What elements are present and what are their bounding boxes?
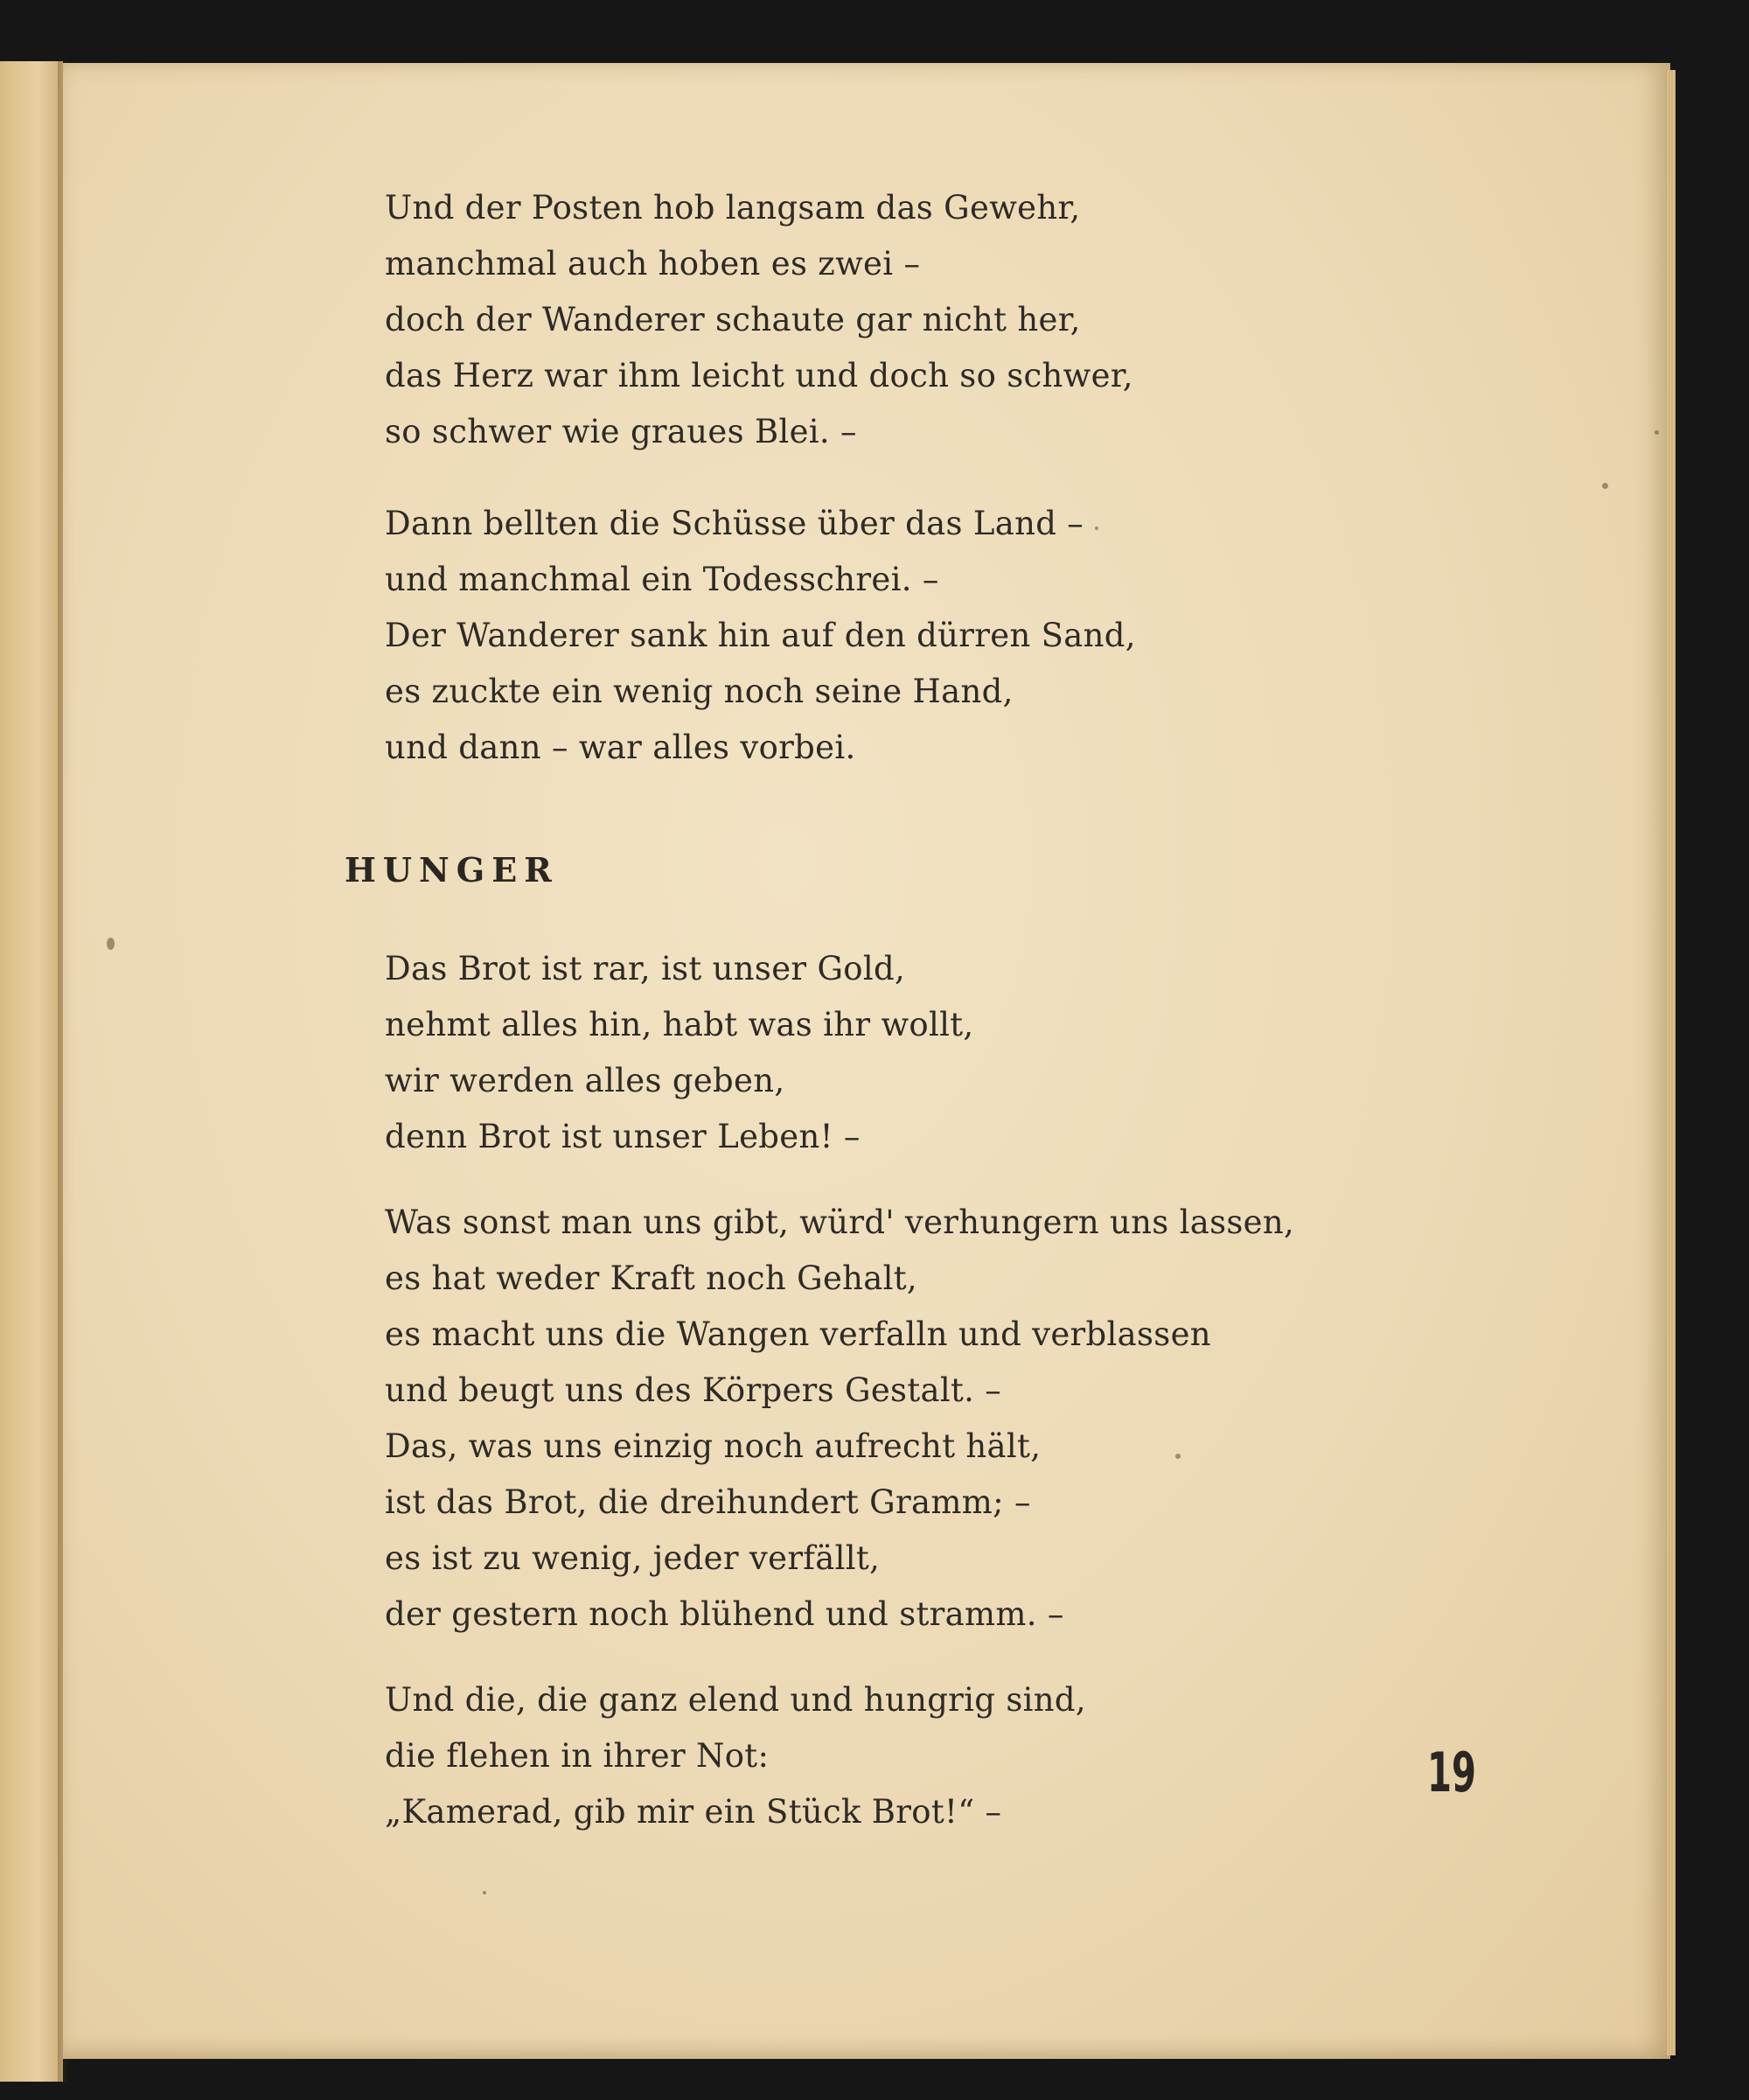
verse-line: Dann bellten die Schüsse über das Land – [385, 505, 1084, 542]
left-page-edge [0, 61, 63, 2082]
poem-stanza-1 [385, 180, 1133, 460]
verse-line: wir werden alles geben, [385, 1062, 785, 1099]
verse-line: doch der Wanderer schaute gar nicht her, [385, 301, 1081, 338]
paper-speck [1175, 1454, 1181, 1459]
page-number: 19 [1427, 1741, 1476, 1804]
verse-line: Der Wanderer sank hin auf den dürren Sand, [385, 617, 1136, 654]
verse-line: die flehen in ihrer Not: [385, 1737, 770, 1775]
verse-line: es zuckte ein wenig noch seine Hand, [385, 673, 1014, 710]
verse-line: Und der Posten hob langsam das Gewehr, [385, 189, 1081, 227]
verse-line: und manchmal ein Todesschrei. – [385, 561, 939, 598]
poem-stanza-2 [385, 496, 1136, 776]
verse-line: „Kamerad, gib mir ein Stück Brot!“ – [385, 1793, 1002, 1831]
book-page [63, 63, 1670, 2059]
verse-line: und beugt uns des Körpers Gestalt. – [385, 1371, 1002, 1409]
paper-speck [1602, 483, 1608, 489]
poem-title-hunger: HUNGER [345, 850, 559, 890]
hunger-stanza-2 [385, 1195, 1294, 1643]
verse-line: so schwer wie graues Blei. – [385, 413, 857, 450]
verse-line: Das Brot ist rar, ist unser Gold, [385, 950, 906, 987]
verse-line: es hat weder Kraft noch Gehalt, [385, 1259, 917, 1297]
hunger-stanza-1 [385, 941, 974, 1165]
verse-line: der gestern noch blühend und stramm. – [385, 1595, 1064, 1633]
verse-line: manchmal auch hoben es zwei – [385, 245, 921, 283]
verse-line: Das, was uns einzig noch aufrecht hält, [385, 1427, 1042, 1465]
verse-line: das Herz war ihm leicht und doch so schwer, [385, 357, 1133, 394]
verse-line: und dann – war alles vorbei. [385, 729, 856, 766]
page-stack-edge [1667, 70, 1676, 2055]
verse-line: denn Brot ist unser Leben! – [385, 1118, 861, 1155]
verse-line: Was sonst man uns gibt, würd' verhungern uns lassen, [385, 1203, 1295, 1241]
verse-line: ist das Brot, die dreihundert Gramm; – [385, 1483, 1031, 1521]
verse-line: es ist zu wenig, jeder verfällt, [385, 1539, 881, 1577]
paper-speck [1655, 430, 1659, 435]
paper-speck [483, 1891, 486, 1894]
hunger-stanza-3 [385, 1672, 1086, 1840]
verse-line: es macht uns die Wangen verfalln und verblassen [385, 1315, 1211, 1353]
paper-speck [107, 938, 115, 950]
paper-speck [1095, 527, 1098, 530]
verse-line: nehmt alles hin, habt was ihr wollt, [385, 1006, 974, 1043]
verse-line: Und die, die ganz elend und hungrig sind, [385, 1681, 1086, 1719]
